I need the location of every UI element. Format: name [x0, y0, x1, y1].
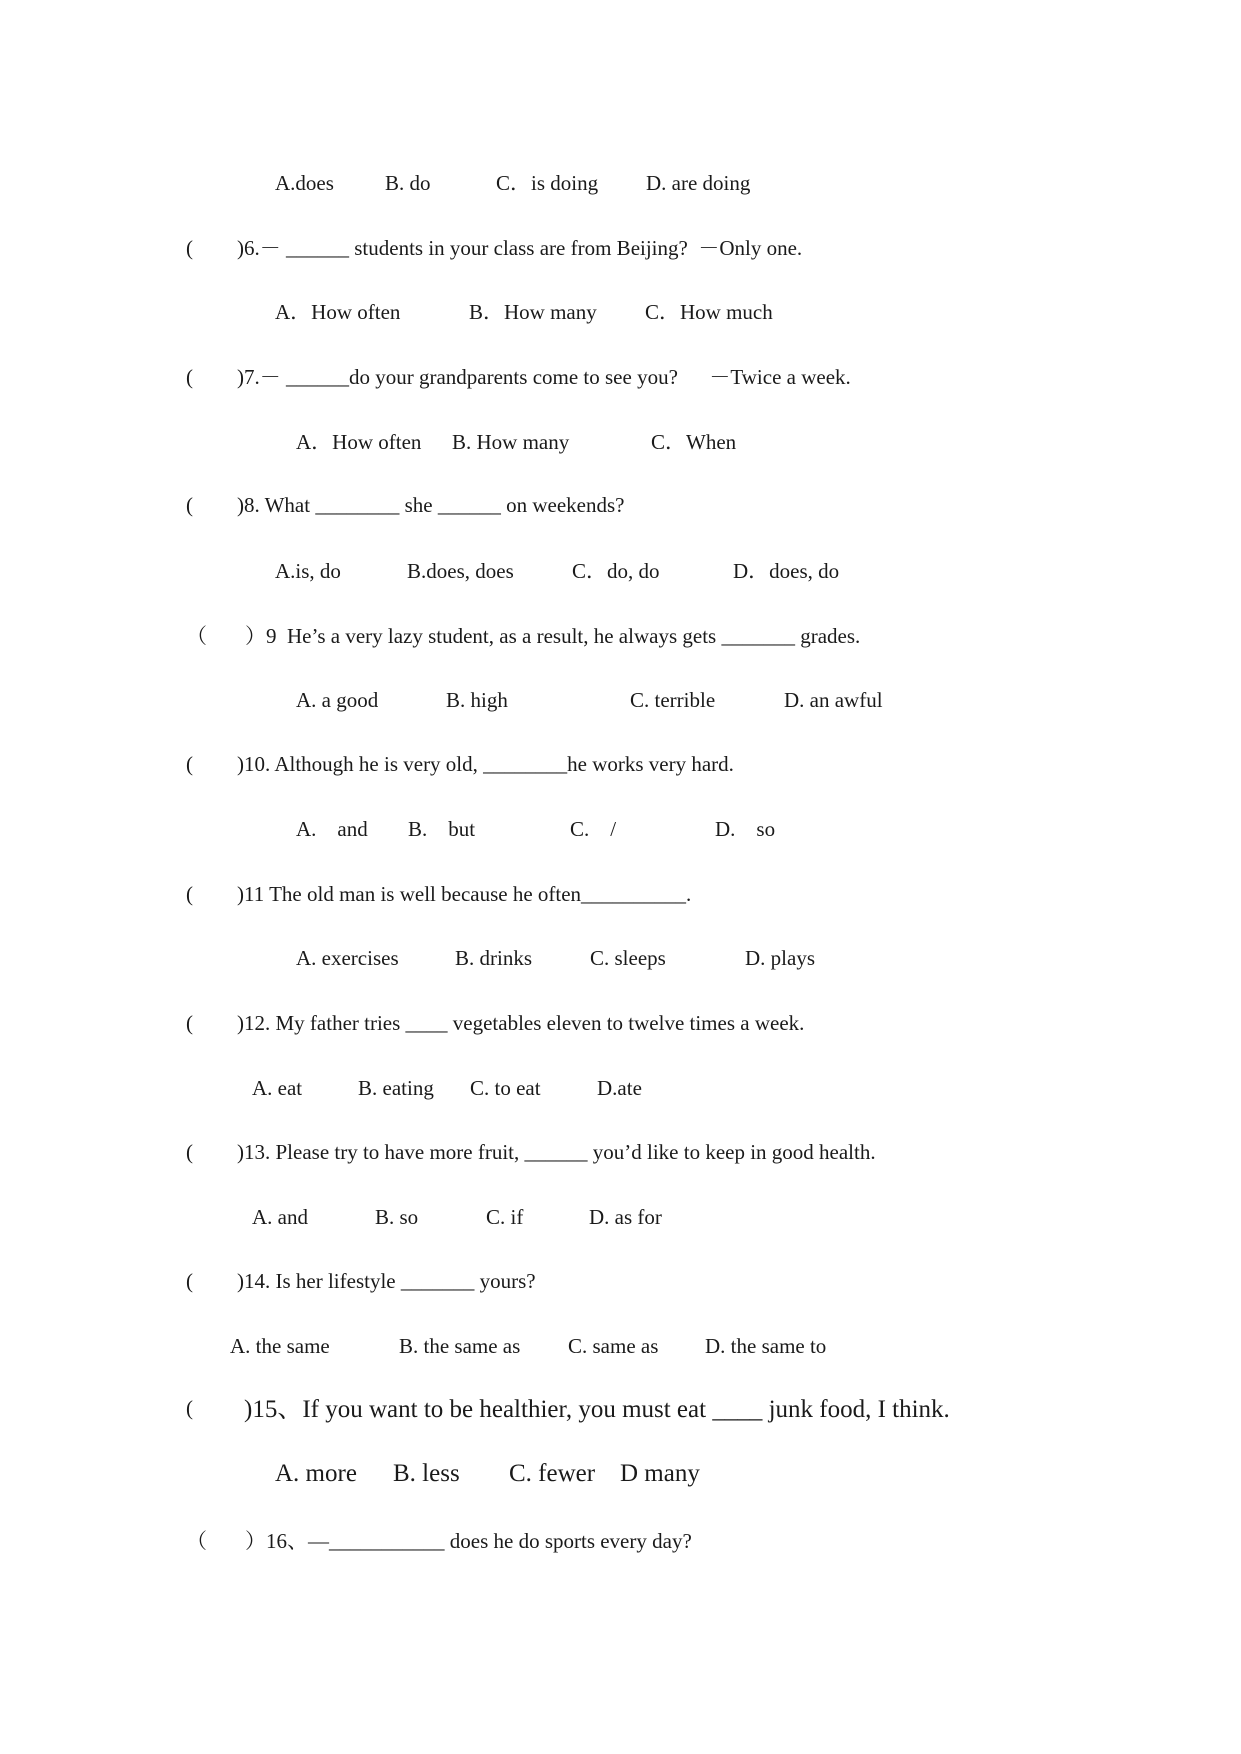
q15-option-a: A. more [275, 1460, 357, 1487]
q13-option-a: A. and [252, 1205, 308, 1229]
q8-stem: )8. What ________ she ______ on weekends? [237, 493, 625, 517]
q9-option-d: D. an awful [784, 688, 883, 712]
q7-option-b: B. How many [452, 430, 570, 454]
q15-answer-paren: ( [186, 1396, 193, 1420]
q14-option-b: B. the same as [399, 1334, 521, 1358]
q6-stem: )6.－ ______ students in your class are from Beijing? －Only one. [237, 236, 803, 260]
q5-option-d: D. are doing [646, 171, 751, 195]
q16-stem: ）16、—___________ does he do sports every day? [245, 1529, 692, 1553]
q9-answer-paren: （ [186, 624, 207, 648]
q11-option-c: C. sleeps [590, 946, 666, 970]
q13-option-b: B. so [375, 1205, 419, 1229]
q5-option-c: C．is doing [496, 171, 599, 195]
q13-option-c: C. if [486, 1205, 524, 1229]
q11-stem: )11 The old man is well because he often__________. [237, 882, 692, 906]
q8-option-d: D．does, do [733, 559, 840, 583]
q7-stem: )7.－ ______do your grandparents come to see you? －Twice a week. [237, 365, 851, 389]
q15-stem: )15、If you want to be healthier, you must eat ____ junk food, I think. [244, 1396, 950, 1423]
q6-option-a: A．How often [275, 300, 401, 324]
q10-answer-paren: ( [186, 752, 193, 776]
q5-option-a: A.does [275, 171, 334, 195]
q12-option-a: A. eat [252, 1076, 303, 1100]
q13-option-d: D. as for [589, 1205, 662, 1229]
q10-stem: )10. Although he is very old, ________he works very hard. [237, 752, 734, 776]
q14-stem: )14. Is her lifestyle _______ yours? [237, 1269, 536, 1293]
q11-option-b: B. drinks [455, 946, 533, 970]
q12-stem: )12. My father tries ____ vegetables eleven to twelve times a week. [237, 1011, 805, 1035]
q9-stem: ）9 He’s a very lazy student, as a result, he always gets _______ grades. [245, 624, 861, 648]
q14-option-c: C. same as [568, 1334, 659, 1358]
q14-option-d: D. the same to [705, 1334, 827, 1358]
q8-answer-paren: ( [186, 493, 193, 517]
q12-answer-paren: ( [186, 1011, 193, 1035]
q13-stem: )13. Please try to have more fruit, ______ you’d like to keep in good health. [237, 1140, 876, 1164]
q10-option-d: D. so [715, 817, 776, 841]
q9-option-b: B. high [446, 688, 508, 712]
q7-option-c: C．When [651, 430, 737, 454]
q15-option-d: D many [620, 1460, 700, 1487]
q11-option-d: D. plays [745, 946, 815, 970]
q9-option-a: A. a good [296, 688, 379, 712]
q11-option-a: A. exercises [296, 946, 399, 970]
q14-answer-paren: ( [186, 1269, 193, 1293]
q10-option-c: C. / [570, 817, 617, 841]
q12-option-d: D.ate [597, 1076, 642, 1100]
q16-answer-paren: （ [186, 1529, 207, 1553]
q14-option-a: A. the same [230, 1334, 330, 1358]
q12-option-b: B. eating [358, 1076, 434, 1100]
q13-answer-paren: ( [186, 1140, 193, 1164]
q6-answer-paren: ( [186, 236, 193, 260]
q7-answer-paren: ( [186, 365, 193, 389]
q5-option-b: B. do [385, 171, 431, 195]
q6-option-b: B．How many [469, 300, 597, 324]
q12-option-c: C. to eat [470, 1076, 541, 1100]
q11-answer-paren: ( [186, 882, 193, 906]
q10-option-a: A. and [296, 817, 368, 841]
q15-option-b: B. less [393, 1460, 460, 1487]
q10-option-b: B. but [408, 817, 476, 841]
q7-option-a: A．How often [296, 430, 422, 454]
q9-option-c: C. terrible [630, 688, 716, 712]
q15-option-c: C. fewer [509, 1460, 596, 1487]
q8-option-b: B.does, does [407, 559, 514, 583]
q8-option-a: A.is, do [275, 559, 341, 583]
q8-option-c: C．do, do [572, 559, 660, 583]
q6-option-c: C．How much [645, 300, 773, 324]
